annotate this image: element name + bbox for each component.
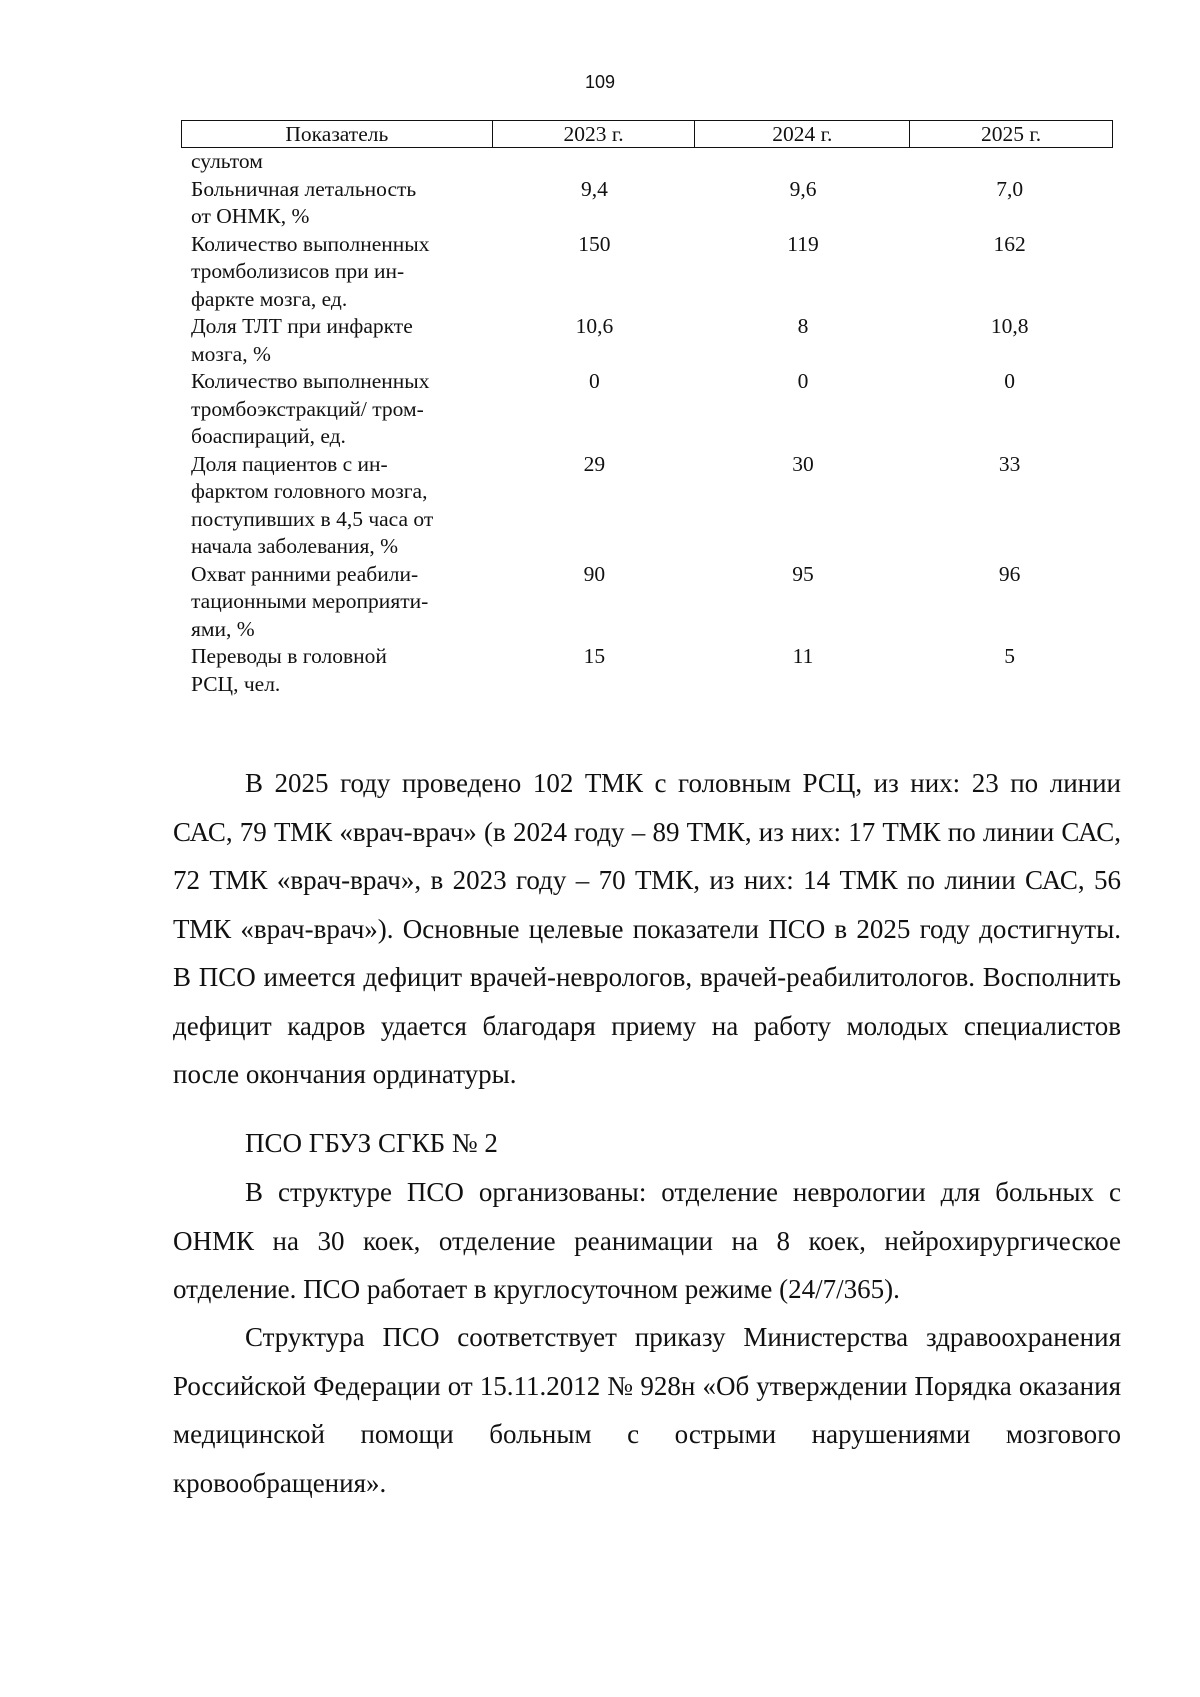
table-header (181, 120, 1113, 148)
value-2025: 7,0 (996, 176, 1024, 201)
value-2023: 29 (583, 451, 606, 476)
table-row (181, 176, 1113, 231)
value-2025: 0 (1004, 369, 1016, 393)
indicators-table (181, 120, 1113, 698)
row-label: Доля пациентов с ин- фарктом головного мозга, поступивших в 4,5 часа от начала заболевания, % (191, 451, 434, 558)
value-2024: 0 (797, 369, 809, 393)
value-2024: 11 (792, 644, 814, 668)
row-label: Больничная летальность от ОНМК, % (191, 176, 417, 228)
value-2024: 95 (792, 561, 814, 586)
value-2025: 33 (998, 451, 1021, 476)
value-2023: 9,4 (580, 176, 608, 201)
value-2023: 90 (583, 561, 606, 586)
value-2025: 5 (1004, 644, 1016, 668)
row-label: Количество выполненных тромбоэкстракций/ тром- боаспираций, ед. (191, 369, 430, 448)
paragraph-tmk: В 2025 году проведено 102 ТМК с головным РСЦ, из них: 23 по линии САС, 79 ТМК «врач-врач» (в 2024 году – 89 ТМК, из них: 17 ТМК по линии САС, 72 ТМК «врач-врач», в 2023 году – 70 ТМК, из них: 14 ТМК по линии САС, 56 ТМК «врач-врач»). Основные целевые показатели ПСО в 2025 году достигнуты. В ПСО имеется дефицит врачей-неврологов, врачей-реабилитологов. Восполнить дефицит кадров удается благодаря приему на работу молодых специалистов после окончания ординатуры. (173, 768, 1121, 1089)
value-2023: 0 (589, 369, 600, 393)
section-heading: ПСО ГБУЗ СГКБ № 2 (245, 1128, 498, 1158)
paragraph-structure: В структуре ПСО организованы: отделение неврологии для больных с ОНМК на 30 коек, отделение реанимации на 8 коек, нейрохирургическое отделение. ПСО работает в круглосуточном режиме (24/7/365). (173, 1177, 1121, 1304)
value-2025: 162 (993, 231, 1026, 256)
header-2023: 2023 г. (492, 121, 695, 147)
paragraph-order: Структура ПСО соответствует приказу Министерства здравоохранения Российской Федерации от 15.11.2012 № 928н «Об утверждении Порядка оказания медицинской помощи больным с острыми нарушениями мозгового кровообращения». (173, 1322, 1121, 1498)
table-row (181, 231, 1113, 314)
value-2023: 150 (578, 231, 611, 256)
value-2025: 10,8 (990, 314, 1029, 338)
header-2025: 2025 г. (909, 121, 1112, 147)
page-number: 109 (584, 72, 616, 92)
table-row (181, 148, 1113, 176)
row-label: Охват ранними реабили- тационными мероприяти- ями, % (191, 561, 429, 641)
row-label: Доля ТЛТ при инфаркте мозга, % (191, 314, 413, 366)
value-2024 (700, 148, 907, 176)
value-2024: 119 (787, 231, 819, 256)
table-row (181, 368, 1113, 451)
row-label: Переводы в головной РСЦ, чел. (191, 644, 387, 696)
value-2024: 30 (792, 451, 814, 476)
row-label: сультом (191, 149, 263, 173)
row-label: Количество выполненных тромболизисов при ин- фаркте мозга, ед. (191, 231, 430, 311)
table-row (181, 643, 1113, 698)
table-row (181, 561, 1113, 644)
value-2025: 96 (998, 561, 1021, 586)
value-2023: 10,6 (575, 314, 614, 338)
table-row (181, 313, 1113, 368)
header-2024: 2024 г. (694, 121, 909, 147)
value-2023: 15 (583, 644, 606, 668)
table-row (181, 451, 1113, 561)
value-2025 (906, 148, 1113, 176)
value-2023 (489, 148, 700, 176)
value-2024: 8 (797, 314, 809, 338)
header-indicator: Показатель (285, 122, 389, 146)
value-2024: 9,6 (789, 176, 817, 201)
